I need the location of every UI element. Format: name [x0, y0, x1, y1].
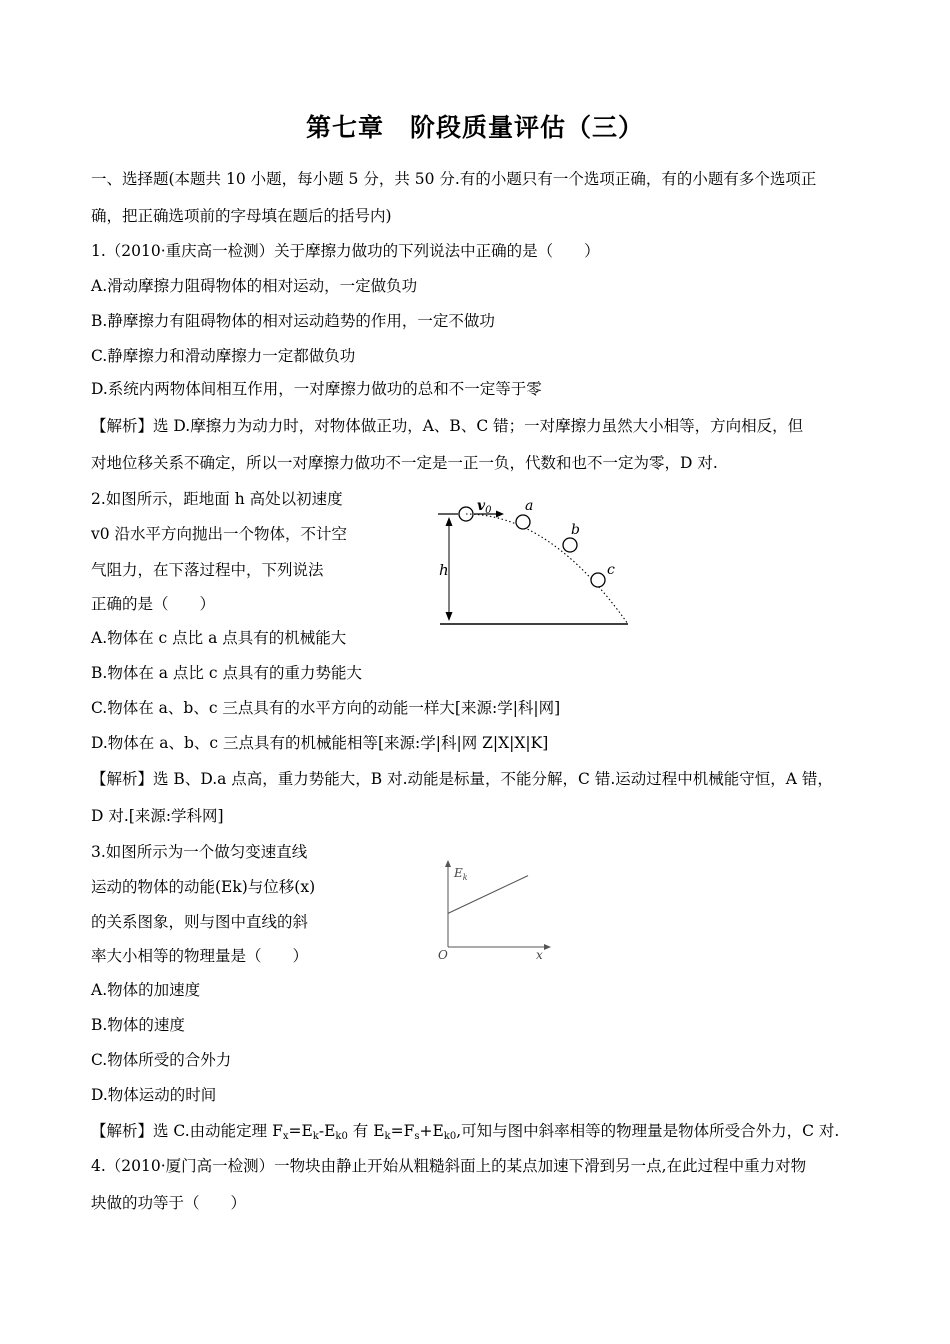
q1-option-b: B.静摩擦力有阻碍物体的相对运动趋势的作用，一定不做功 [91, 312, 495, 330]
q1-option-a: A.滑动摩擦力阻碍物体的相对运动，一定做负功 [91, 277, 418, 295]
point-c-ball [591, 573, 605, 587]
x-axis-label: x [536, 948, 543, 962]
q3-stem-line-3: 的关系图象，则与图中直线的斜 [91, 913, 309, 931]
section-intro-line-2: 确，把正确选项前的字母填在题后的括号内) [91, 207, 392, 225]
q1-analysis-line-1: 【解析】选 D.摩擦力为动力时，对物体做正功，A、B、C 错；一对摩擦力虽然大小相等，方向相反，但 [91, 417, 804, 435]
q2-option-c: C.物体在 a、b、c 三点具有的水平方向的动能一样大[来源:学|科|网] [91, 699, 561, 717]
q3-option-b: B.物体的速度 [91, 1016, 185, 1034]
q3-option-a: A.物体的加速度 [91, 981, 201, 999]
q2-stem-line-3: 气阻力，在下落过程中，下列说法 [91, 561, 324, 579]
q2-option-a: A.物体在 c 点比 a 点具有的机械能大 [91, 629, 347, 647]
q2-stem-line-1: 2.如图所示，距地面 h 高处以初速度 [91, 490, 343, 508]
q2-analysis-line-1: 【解析】选 B、D.a 点高，重力势能大，B 对.动能是标量，不能分解，C 错.运动过程中机械能守恒，A 错， [91, 770, 833, 788]
q4-stem-line-1: 4.（2010·厦门高一检测）一物块由静止开始从粗糙斜面上的某点加速下滑到另一点,在此过程中重力对物 [91, 1157, 807, 1175]
point-a-ball [516, 515, 530, 529]
trajectory-curve [466, 514, 628, 624]
q4-stem-line-2: 块做的功等于（ ） [91, 1194, 247, 1212]
section-intro-line-1: 一、选择题(本题共 10 小题，每小题 5 分，共 50 分.有的小题只有一个选项正确，有的小题有多个选项正 [91, 170, 817, 188]
q3-option-d: D.物体运动的时间 [91, 1086, 217, 1104]
q2-stem-line-4: 正确的是（ ） [91, 595, 216, 613]
q2-option-b: B.物体在 a 点比 c 点具有的重力势能大 [91, 664, 362, 682]
ek-line [448, 876, 528, 914]
point-c-label: c [607, 562, 615, 578]
q3-option-c: C.物体所受的合外力 [91, 1051, 232, 1069]
q2-stem-line-2: v0 沿水平方向抛出一个物体，不计空 [91, 525, 348, 543]
q3-stem-line-4: 率大小相等的物理量是（ ） [91, 947, 309, 965]
ek-x-graph [430, 855, 560, 965]
q1-option-c: C.静摩擦力和滑动摩擦力一定都做负功 [91, 347, 356, 365]
q1-analysis-line-2: 对地位移关系不确定，所以一对摩擦力做功不一定是一正一负，代数和也不一定为零，D 对. [91, 454, 718, 472]
q1-stem: 1.（2010·重庆高一检测）关于摩擦力做功的下列说法中正确的是（ ） [91, 242, 600, 260]
q2-option-d: D.物体在 a、b、c 三点具有的机械能相等[来源:学|科|网 Z|X|X|K] [91, 734, 549, 752]
page-title: 第七章 阶段质量评估（三） [305, 113, 644, 142]
projectile-figure [430, 490, 640, 630]
origin-label: O [438, 948, 448, 962]
q2-analysis-line-2: D 对.[来源:学科网] [91, 807, 224, 825]
q1-option-d: D.系统内两物体间相互作用，一对摩擦力做功的总和不一定等于零 [91, 380, 542, 398]
point-b-label: b [571, 522, 580, 538]
q3-stem-line-2: 运动的物体的动能(Ek)与位移(x) [91, 878, 316, 896]
q3-analysis: 【解析】选 C.由动能定理 $F_x=E_k-E_{k0}$ 有 $E_k=F_s+E_{k0}$,可知与图中斜率相等的物理量是物体所受合外力，C 对. [91, 1122, 840, 1142]
y-axis-label: $E_k$ [454, 866, 468, 882]
height-label: h [439, 561, 449, 579]
point-b-ball [563, 538, 577, 552]
point-a-label: a [525, 498, 534, 514]
q3-stem-line-1: 3.如图所示为一个做匀变速直线 [91, 843, 308, 861]
velocity-label: $v_0$ [477, 498, 492, 516]
